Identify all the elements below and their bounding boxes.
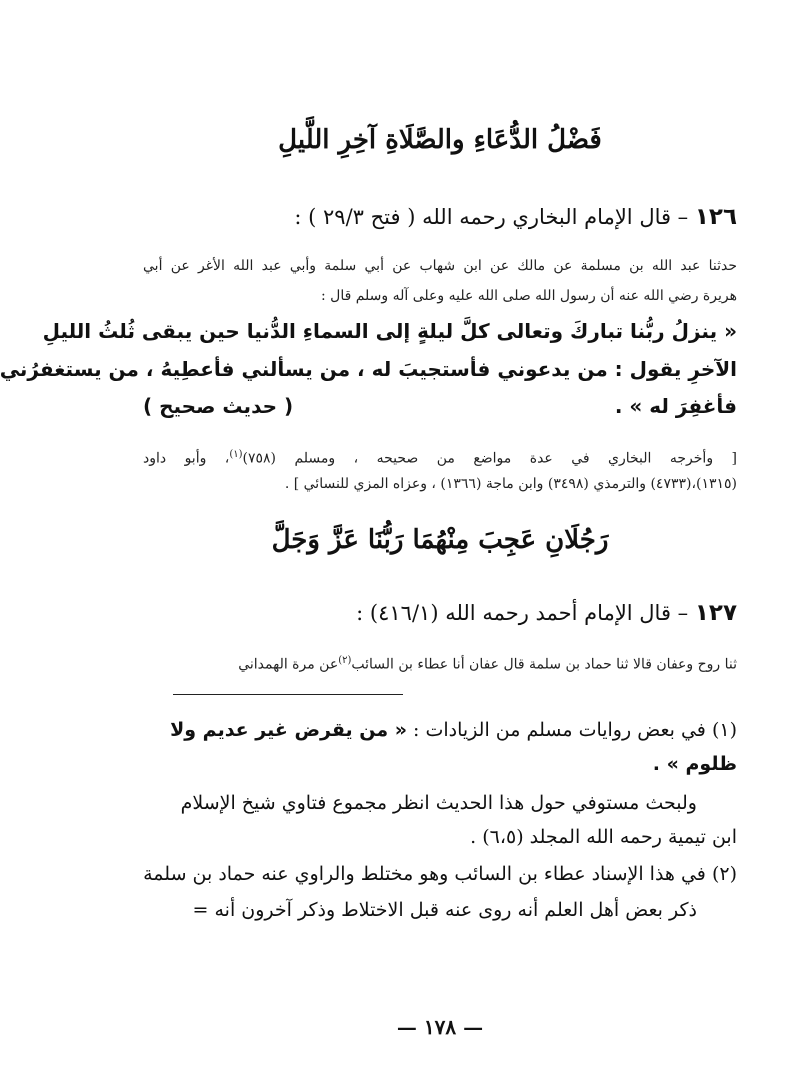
- page-number: — ١٧٨ —: [396, 1015, 484, 1039]
- footnote-ref-1: (١): [229, 449, 243, 460]
- takhrij-text: ، وأبو داود: [143, 450, 230, 467]
- isnad-text: عن مرة الهمداني: [238, 656, 339, 673]
- hadith-grade: ( حديث صحيح ): [143, 394, 294, 418]
- isnad-line: هريرة رضي الله عنه أن رسول الله صلى الله عليه وعلى آله وسلم قال :: [320, 288, 737, 304]
- isnad-line: حدثنا عبد الله بن مسلمة عن مالك عن ابن شهاب عن أبي سلمة وأبي عبد الله الأغر عن أبي: [143, 258, 737, 274]
- footnote-divider: [173, 694, 403, 695]
- matn-line: الآخرِ يقول : من يدعوني فأستجيبَ له ، من يسألني فأعطِيهُ ، من يستغفرُني: [0, 357, 737, 381]
- footnote-quote: ظلوم » .: [652, 753, 737, 775]
- section-title: فَضْلُ الدُّعَاءِ والصَّلَاةِ آخِرِ اللَّيلِ: [278, 125, 602, 155]
- footnote-1-line: [143, 712, 737, 748]
- takhrij-text: [ وأخرجه البخاري في عدة مواضع من صحيحه ، ومسلم (٧٥٨): [242, 450, 737, 467]
- footnote-text: في هذا الإسناد عطاء بن السائب وهو مختلط والراوي عنه حماد بن سلمة: [143, 863, 706, 885]
- hadith-source: – قال الإمام البخاري رحمه الله ( فتح ٢٩/٣ ) :: [294, 205, 689, 229]
- footnote-1-line: ولبحث مستوفي حول هذا الحديث انظر مجموع فتاوي شيخ الإسلام: [180, 792, 697, 814]
- matn-last-line: [143, 388, 737, 424]
- footnote-text: في بعض روايات مسلم من الزيادات :: [413, 719, 706, 741]
- footnote-marker: (١): [711, 719, 737, 741]
- footnote-1-line: ابن تيمية رحمه الله المجلد (٦،٥) .: [470, 826, 737, 848]
- hadith-heading: [143, 596, 737, 630]
- hadith-source: – قال الإمام أحمد رحمه الله (٤١٦/١) :: [356, 601, 689, 625]
- isnad-text: ثنا روح وعفان قالا ثنا حماد بن سلمة قال عفان أنا عطاء بن السائب: [351, 656, 737, 673]
- matn-line: « ينزلُ ربُّنا تباركَ وتعالى كلَّ ليلةٍ إلى السماءِ الدُّنيا حين يبقى ثُلثُ الليلِ: [42, 319, 737, 343]
- footnote-quote: « من يقرض غير عديم ولا: [170, 719, 407, 741]
- takhrij-line: (١٣١٥)،(٤٧٣٣) والترمذي (٣٤٩٨) وابن ماجة (١٣٦٦) ، وعزاه المزي للنسائي ] .: [284, 476, 737, 492]
- takhrij-line: [143, 440, 737, 470]
- hadith-number: ١٢٦: [694, 204, 737, 230]
- footnote-marker: (٢): [711, 863, 737, 885]
- section-title: رَجُلَانِ عَجِبَ مِنْهُمَا رَبُّنَا عَزَّ وَجَلَّ: [271, 525, 609, 555]
- footnote-2-line: [143, 856, 737, 892]
- hadith-heading: [143, 200, 737, 234]
- footnote-1-line: [143, 748, 737, 780]
- footnote-ref-2: (٢): [338, 655, 352, 666]
- footnote-2-line: ذكر بعض أهل العلم أنه روى عنه قبل الاختلاط وذكر آخرون أنه =: [192, 899, 697, 921]
- hadith-number: ١٢٧: [694, 600, 737, 626]
- matn-line: فأغفِرَ له » .: [614, 394, 737, 418]
- isnad-line: [143, 646, 737, 676]
